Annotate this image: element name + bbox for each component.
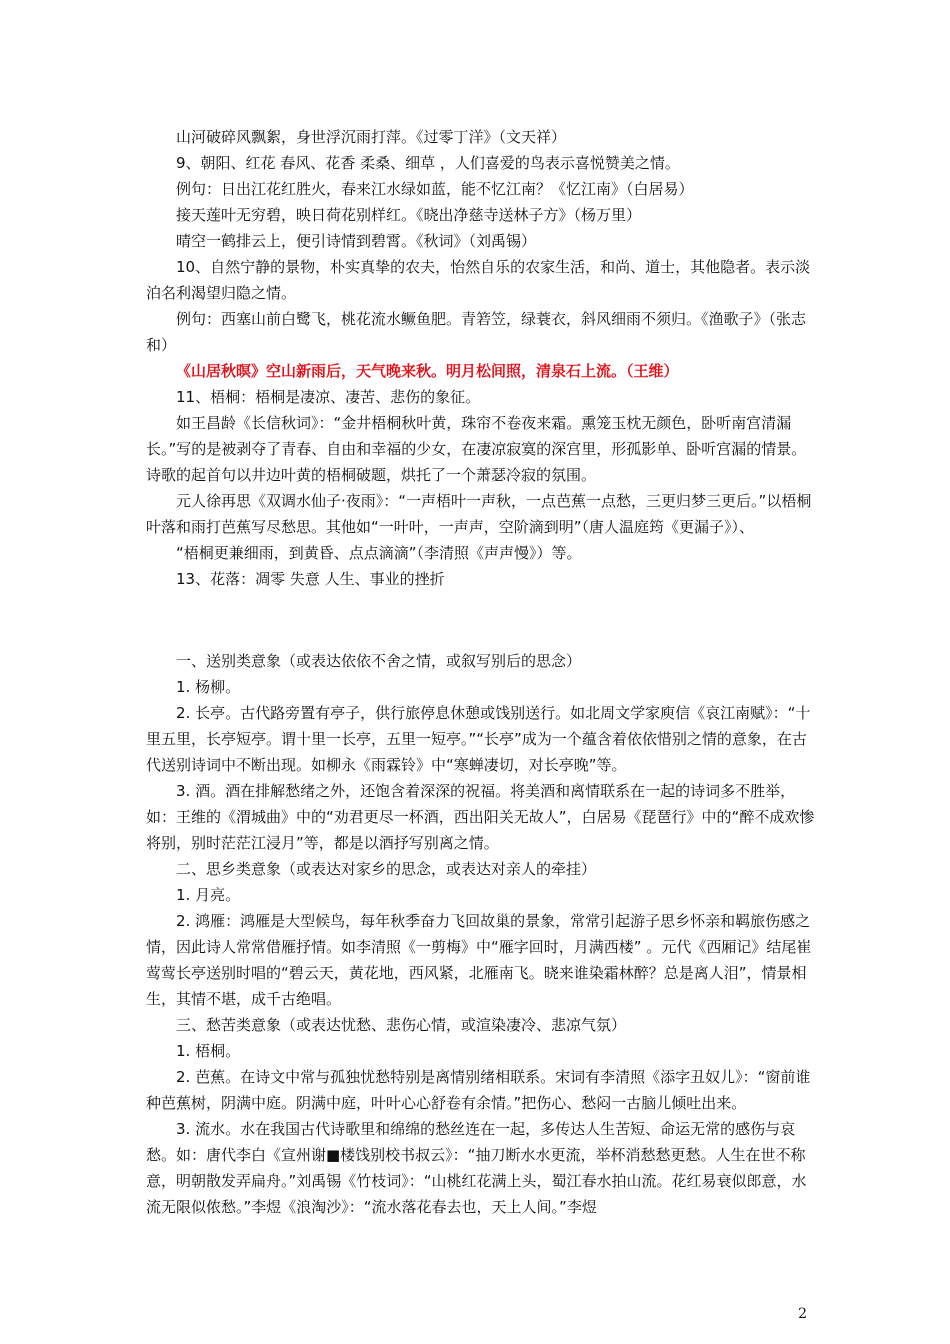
paragraph: 如王昌龄《长信秋词》：“金井梧桐秋叶黄，珠帘不卷夜来霜。熏笼玉枕无颜色，卧听南宫清漏长。”写的是被剥夺了青春、自由和幸福的少女，在凄凉寂寞的深宫里，形孤影单、卧听宫漏的情景。诗歌的起首句以井边叶黄的梧桐破题，烘托了一个萧瑟冷寂的氛围。 xyxy=(146,414,807,484)
paragraph: 晴空一鹤排云上，便引诗情到碧霄。《秋词》（刘禹锡） xyxy=(176,232,537,250)
paragraph: 1. 月亮。 xyxy=(176,886,241,904)
paragraph: 10、自然宁静的景物，朴实真挚的农夫，怡然自乐的农家生活，和尚、道士，其他隐者。表示淡泊名利渴望归隐之情。 xyxy=(146,258,811,302)
text-block-1 xyxy=(146,124,818,592)
highlighted-poem: 《山居秋暝》空山新雨后，天气晚来秋。明月松间照，清泉石上流。（王维） xyxy=(176,362,679,380)
paragraph: 2. 芭蕉。在诗文中常与孤独忧愁特别是离情别绪相联系。宋词有李清照《添字丑奴儿》：“窗前谁种芭蕉树，阴满中庭。阴满中庭，叶叶心心舒卷有余情。”把伤心、愁闷一古脑儿倾吐出来。 xyxy=(146,1068,811,1112)
paragraph: 接天莲叶无穷碧，映日荷花别样红。《晓出净慈寺送林子方》（杨万里） xyxy=(176,206,642,224)
paragraph: 2. 鸿雁：鸿雁是大型候鸟，每年秋季奋力飞回故巢的景象，常常引起游子思乡怀亲和羁旅伤感之情，因此诗人常常借雁抒情。如李清照《一剪梅》中“雁字回时，月满西楼” 。元代《西厢记》结尾崔莺莺长亭送别时唱的“碧云天，黄花地，西风紧，北雁南飞。晓来谁染霜林醉？总是离人泪”，情景相生，其情不堪，成千古绝唱。 xyxy=(146,912,812,1008)
paragraph: 11、梧桐：梧桐是凄凉、凄苦、悲伤的象征。 xyxy=(176,388,481,406)
paragraph: 13、花落：凋零 失意 人生、事业的挫折 xyxy=(176,570,445,588)
paragraph: 3. 酒。酒在排解愁绪之外，还饱含着深深的祝福。将美酒和离情联系在一起的诗词多不胜举，如：王维的《渭城曲》中的“劝君更尽一杯酒，西出阳关无故人”，白居易《琵琶行》中的“醉不成欢惨将别，别时茫茫江浸月”等，都是以酒抒写别离之情。 xyxy=(146,782,815,852)
paragraph: 1. 梧桐。 xyxy=(176,1042,241,1060)
paragraph: 例句：西塞山前白鹭飞，桃花流水鳜鱼肥。青箬笠，绿蓑衣，斜风细雨不须归。《渔歌子》（张志和） xyxy=(146,310,807,354)
page-number: 2 xyxy=(798,1306,807,1322)
paragraph: 山河破碎风飘絮，身世浮沉雨打萍。《过零丁洋》（文天祥） xyxy=(176,128,567,146)
section-heading: 三、愁苦类意象（或表达忧愁、悲伤心情，或渲染凄冷、悲凉气氛） xyxy=(176,1016,627,1034)
paragraph: 元人徐再思《双调水仙子·夜雨》：“一声梧叶一声秋，一点芭蕉一点愁，三更归梦三更后。”以梧桐叶落和雨打芭蕉写尽愁思。其他如“一叶叶，一声声，空阶滴到明”（唐人温庭筠《更漏子》）、 xyxy=(146,492,812,536)
paragraph: 9、朝阳、红花 春风、花香 柔桑、细草 ，人们喜爱的鸟表示喜悦赞美之情。 xyxy=(176,154,680,172)
paragraph: 2. 长亭。古代路旁置有亭子，供行旅停息休憩或饯别送行。如北周文学家庾信《哀江南赋》：“十里五里，长亭短亭。谓十里一长亭，五里一短亭。”“长亭”成为一个蕴含着依依惜别之情的意象，在古代送别诗词中不断出现。如柳永《雨霖铃》中“寒蝉凄切，对长亭晚”等。 xyxy=(146,704,811,774)
text-block-2 xyxy=(146,648,818,1220)
paragraph: “梧桐更兼细雨，到黄昏、点点滴滴”（李清照《声声慢》）等。 xyxy=(176,544,582,562)
paragraph: 3. 流水。水在我国古代诗歌里和绵绵的愁丝连在一起，多传达人生苦短、命运无常的感伤与哀愁。如：唐代李白《宣州谢■楼饯别校书叔云》：“抽刀断水水更流，举杯消愁愁更愁。人生在世不称意，明朝散发弄扁舟。”刘禹锡《竹枝词》：“山桃红花满上头，蜀江春水拍山流。花红易衰似郎意，水流无限似侬愁。”李煜《浪淘沙》：“流水落花春去也，天上人间。”李煜 xyxy=(146,1120,807,1216)
section-heading: 二、思乡类意象（或表达对家乡的思念，或表达对亲人的牵挂） xyxy=(176,860,597,878)
paragraph: 1. 杨柳。 xyxy=(176,678,241,696)
section-heading: 一、送别类意象（或表达依依不舍之情，或叙写别后的思念） xyxy=(176,652,582,670)
paragraph: 例句：日出江花红胜火，春来江水绿如蓝，能不忆江南？《忆江南》（白居易） xyxy=(176,180,694,198)
